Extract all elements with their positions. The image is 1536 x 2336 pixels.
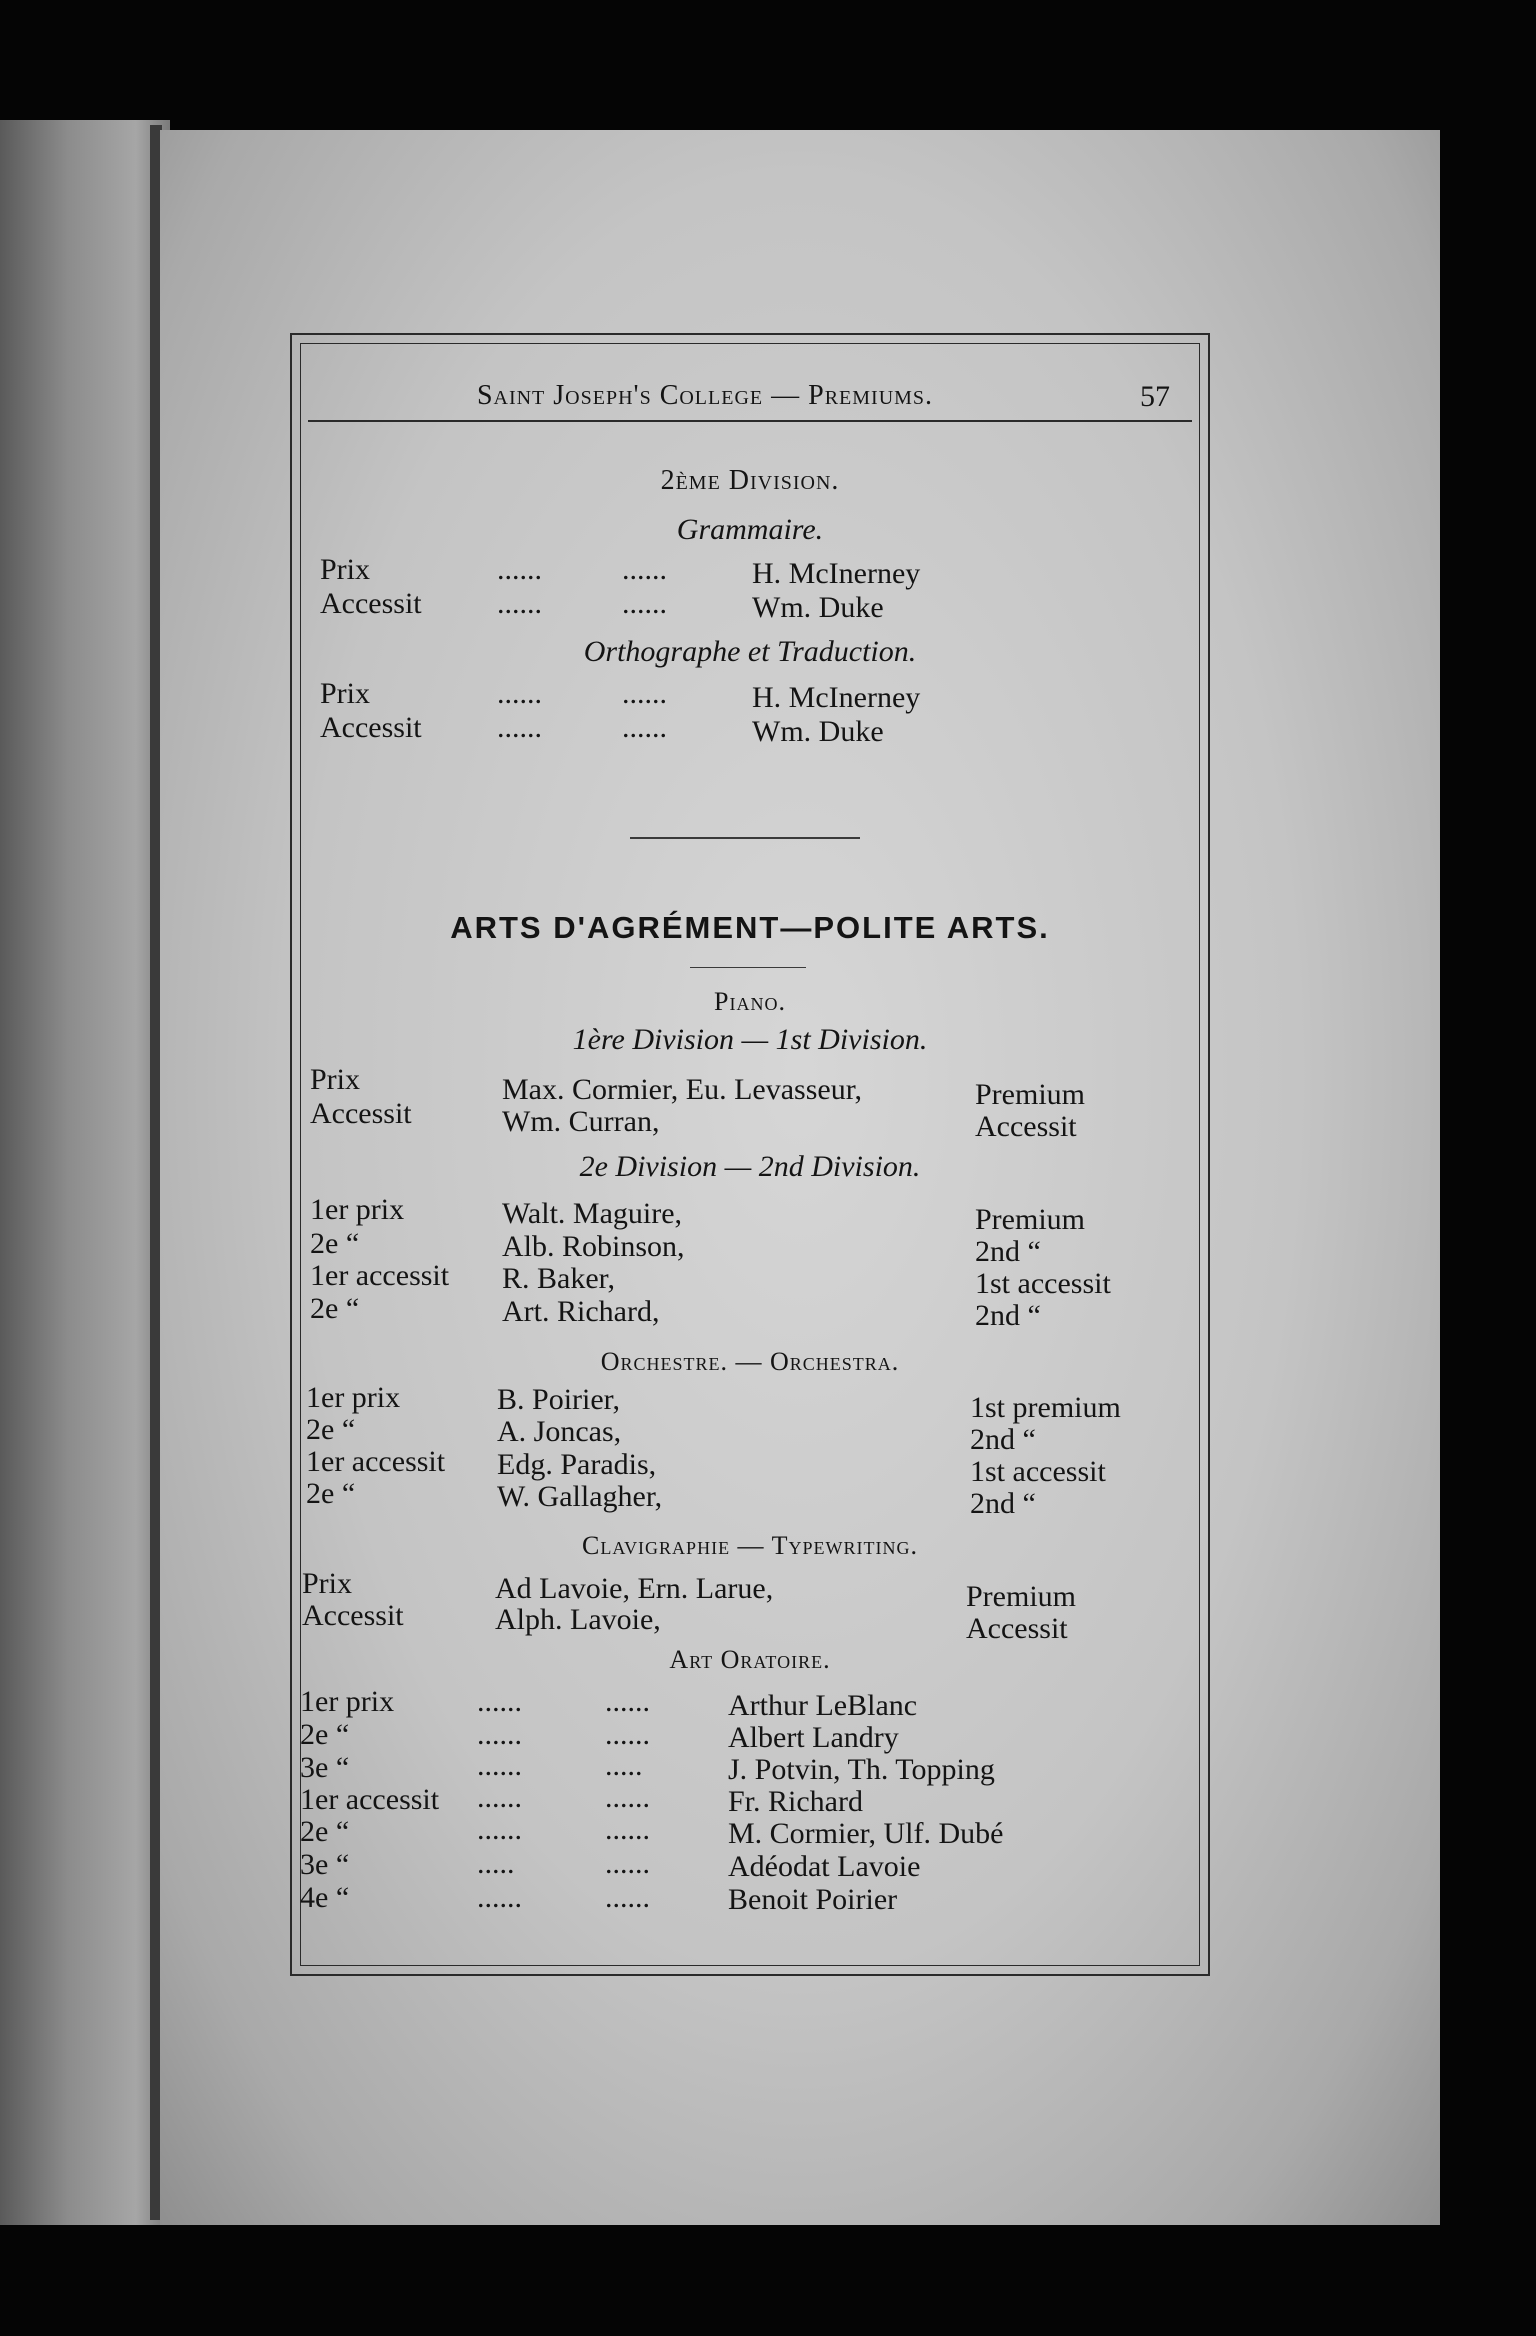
leader-dots: ...... [605,1847,650,1880]
leader-dots: ..... [477,1847,515,1880]
ortho-label-1: Prix [320,677,371,710]
orchestre-eng-3: 1st accessit [970,1455,1106,1488]
oratoire-name-6: Adéodat Lavoie [728,1850,921,1883]
clavigraphie-eng-1: Premium [966,1580,1076,1613]
orchestre-eng-1: 1st premium [970,1391,1121,1424]
piano-d2-eng-1: Premium [975,1203,1085,1236]
piano-division-2-title: 2e Division — 2nd Division. [579,1150,921,1183]
orchestre-label-1: 1er prix [306,1381,401,1414]
piano-d2-names-3: R. Baker, [502,1262,615,1295]
oratoire-name-7: Benoit Poirier [728,1883,898,1916]
arts-title: ARTS D'AGRÉMENT—POLITE ARTS. [450,910,1050,945]
grammaire-label-1: Prix [320,553,371,586]
leader-dots: ...... [605,1881,650,1914]
clavigraphie-names-1: Ad Lavoie, Ern. Larue, [495,1572,774,1605]
orchestre-names-2: A. Joncas, [497,1415,622,1448]
leader-dots: ...... [622,553,667,586]
leader-dots: ...... [497,587,542,620]
orchestre-names-4: W. Gallagher, [497,1480,663,1513]
orchestre-label-3: 1er accessit [306,1445,446,1478]
clavigraphie-names-2: Alph. Lavoie, [495,1603,661,1636]
piano-d2-eng-2: 2nd “ [975,1235,1041,1268]
leader-dots: ...... [497,553,542,586]
oratoire-label-3: 3e “ [300,1751,350,1784]
piano-d2-names-2: Alb. Robinson, [502,1230,685,1263]
piano-d2-label-3: 1er accessit [310,1259,450,1292]
leader-dots: ...... [497,711,542,744]
piano-d1-label-1: Prix [310,1063,361,1096]
piano-d1-names-2: Wm. Curran, [502,1105,660,1138]
oratoire-name-2: Albert Landry [728,1721,899,1754]
oratoire-label-7: 4e “ [300,1881,350,1914]
leader-dots: ...... [477,1813,522,1846]
leader-dots: ...... [605,1685,650,1718]
piano-division-1-title: 1ère Division — 1st Division. [572,1023,928,1056]
clavigraphie-heading: Clavigraphie — Typewriting. [582,1531,918,1560]
page-frame [290,333,1210,1976]
grammaire-label-2: Accessit [320,587,422,620]
oratoire-label-6: 3e “ [300,1848,350,1881]
running-head [308,380,1192,422]
clavigraphie-label-2: Accessit [302,1599,404,1632]
facing-page-edge [0,120,170,2225]
piano-d2-label-4: 2e “ [310,1292,360,1325]
piano-d2-names-4: Art. Richard, [502,1295,660,1328]
piano-d2-names-1: Walt. Maguire, [502,1197,683,1230]
page-number: 57 [1140,380,1170,413]
piano-d1-names-1: Max. Cormier, Eu. Levasseur, [502,1073,862,1106]
orchestre-eng-2: 2nd “ [970,1423,1036,1456]
piano-d2-label-1: 1er prix [310,1193,405,1226]
piano-d1-label-2: Accessit [310,1097,412,1130]
orchestre-names-3: Edg. Paradis, [497,1448,657,1481]
piano-heading: Piano. [714,987,786,1016]
arts-title-underline [690,967,806,968]
leader-dots: ..... [605,1749,643,1782]
leader-dots: ...... [605,1781,650,1814]
oratoire-label-5: 2e “ [300,1815,350,1848]
oratoire-label-4: 1er accessit [300,1783,440,1816]
section-title-grammaire: Grammaire. [676,513,824,546]
grammaire-name-1: H. McInerney [752,557,921,590]
leader-dots: ...... [622,587,667,620]
orchestre-heading: Orchestre. — Orchestra. [600,1347,900,1376]
leader-dots: ...... [605,1813,650,1846]
section-divider [630,837,860,839]
ortho-name-1: H. McInerney [752,681,921,714]
ortho-name-2: Wm. Duke [752,715,884,748]
leader-dots: ...... [497,677,542,710]
oratoire-label-2: 2e “ [300,1718,350,1751]
oratoire-name-5: M. Cormier, Ulf. Dubé [728,1817,1004,1850]
piano-d2-eng-3: 1st accessit [975,1267,1111,1300]
leader-dots: ...... [622,711,667,744]
leader-dots: ...... [477,1881,522,1914]
oratoire-label-1: 1er prix [300,1685,395,1718]
oratoire-name-3: J. Potvin, Th. Topping [728,1753,995,1786]
section-title-orthographe: Orthographe et Traduction. [583,635,917,668]
leader-dots: ...... [477,1685,522,1718]
clavigraphie-label-1: Prix [302,1567,353,1600]
piano-d2-eng-4: 2nd “ [975,1299,1041,1332]
leader-dots: ...... [477,1781,522,1814]
leader-dots: ...... [622,677,667,710]
clavigraphie-eng-2: Accessit [966,1612,1068,1645]
oratoire-name-1: Arthur LeBlanc [728,1689,918,1722]
piano-d1-eng-1: Premium [975,1078,1085,1111]
running-title: Saint Joseph's College — Premiums. [476,380,934,411]
oratoire-name-4: Fr. Richard [728,1785,863,1818]
orchestre-label-4: 2e “ [306,1477,356,1510]
orchestre-label-2: 2e “ [306,1413,356,1446]
grammaire-name-2: Wm. Duke [752,591,884,624]
orchestre-eng-4: 2nd “ [970,1487,1036,1520]
leader-dots: ...... [477,1718,522,1751]
piano-d1-eng-2: Accessit [975,1110,1077,1143]
oratoire-heading: Art Oratoire. [669,1645,831,1674]
division-heading: 2ème Division. [660,465,840,496]
ortho-label-2: Accessit [320,711,422,744]
leader-dots: ...... [477,1749,522,1782]
orchestre-names-1: B. Poirier, [497,1383,620,1416]
piano-d2-label-2: 2e “ [310,1227,360,1260]
leader-dots: ...... [605,1718,650,1751]
